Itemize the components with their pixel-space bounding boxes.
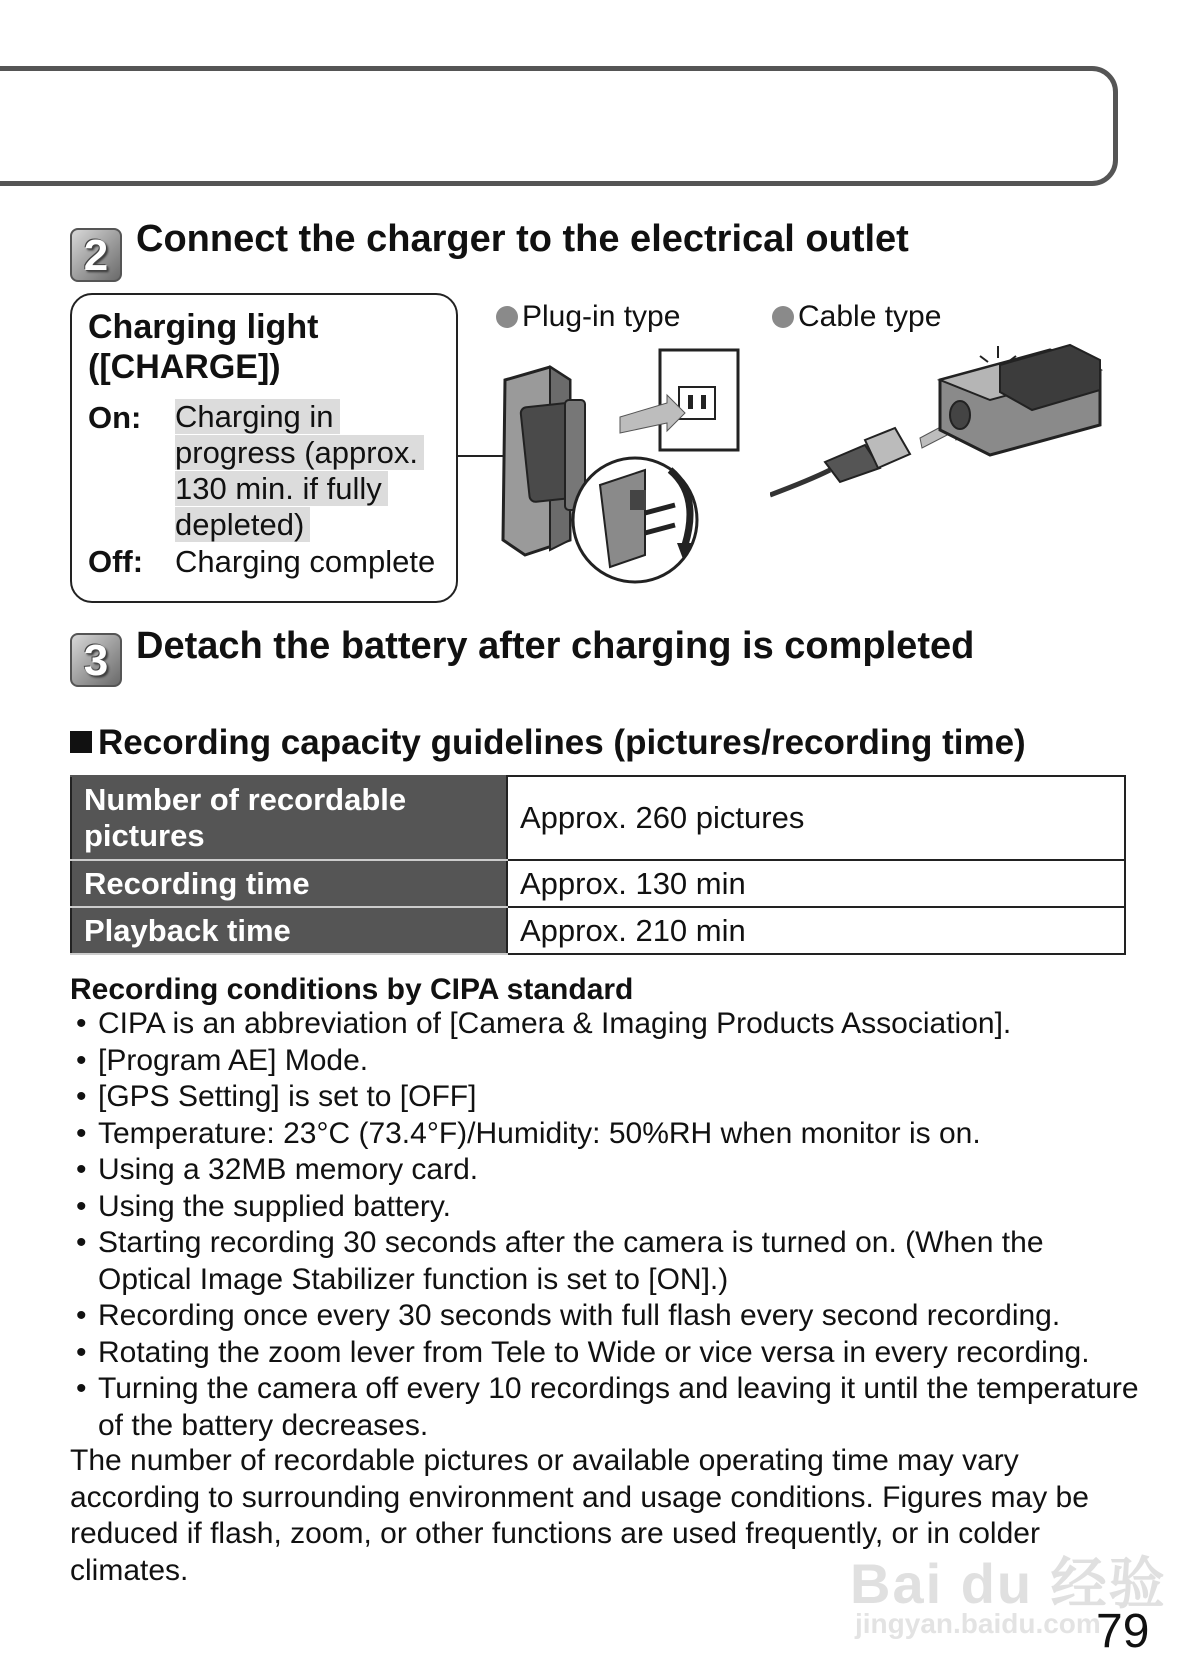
page-number: 79 — [1096, 1605, 1150, 1658]
list-item: • Using a 32MB memory card. — [70, 1152, 1140, 1189]
list-item: • [GPS Setting] is set to [OFF] — [70, 1079, 1140, 1116]
watermark-url: jingyan.baidu.com — [855, 1608, 1101, 1639]
table-header-cell: Number of recordable pictures — [71, 776, 507, 860]
cable-type-label: Cable type — [772, 300, 941, 334]
capacity-table — [70, 775, 1126, 955]
capacity-heading: Recording capacity guidelines (pictures/recording time) — [70, 723, 1026, 763]
list-item: • Starting recording 30 seconds after the camera is turned on. (When the Optical Image Stabilizer function is set to [ON].) — [70, 1225, 1140, 1298]
table-cell: Approx. 210 min — [507, 907, 1125, 954]
step-2-title: Connect the charger to the electrical outlet — [136, 218, 909, 260]
bullet-dot-icon — [496, 306, 518, 328]
table-header-cell: Recording time — [71, 860, 507, 907]
plugin-type-label: Plug-in type — [496, 300, 680, 334]
on-line-3: 130 min. if fully — [175, 471, 388, 506]
bullet-dot-icon — [772, 306, 794, 328]
charging-light-box — [70, 293, 458, 603]
conditions-title: Recording conditions by CIPA standard — [70, 973, 634, 1006]
on-description — [175, 399, 424, 543]
list-item: • Recording once every 30 seconds with full flash every second recording. — [70, 1298, 1140, 1335]
list-item: • Turning the camera off every 10 recordings and leaving it until the temperature of the battery decreases. — [70, 1371, 1140, 1444]
charging-light-title: Charging light ([CHARGE]) — [88, 308, 319, 386]
black-square-icon — [70, 731, 92, 753]
table-header-cell: Playback time — [71, 907, 507, 954]
cable-charger-illustration — [770, 330, 1115, 505]
list-item: • Using the supplied battery. — [70, 1189, 1140, 1226]
list-item: • Rotating the zoom lever from Tele to Wide or vice versa in every recording. — [70, 1335, 1140, 1372]
table-cell: Approx. 130 min — [507, 860, 1125, 907]
plugin-charger-illustration — [495, 345, 745, 590]
on-line-4: depleted) — [175, 507, 310, 542]
header-box — [0, 66, 1118, 186]
table-row — [71, 860, 1125, 907]
usage-note: The number of recordable pictures or available operating time may vary according to surrounding environment and usage conditions. Figures may be reduced if flash, zoom, or other functions are used frequently, or in colder climates. — [70, 1444, 1089, 1587]
off-description: Charging complete — [175, 544, 436, 579]
table-cell: Approx. 260 pictures — [507, 776, 1125, 860]
watermark-logo: Bai du 经验 — [850, 1552, 1167, 1615]
step-3-badge: 3 — [70, 633, 122, 687]
step-2-badge: 2 — [70, 228, 122, 282]
conditions-list — [70, 1006, 1140, 1444]
on-line-1: Charging in — [175, 399, 340, 434]
step-3-title: Detach the battery after charging is completed — [136, 625, 975, 667]
list-item: • Temperature: 23°C (73.4°F)/Humidity: 50%RH when monitor is on. — [70, 1116, 1140, 1153]
on-label: On: — [88, 400, 142, 435]
list-item: • CIPA is an abbreviation of [Camera & Imaging Products Association]. — [70, 1006, 1140, 1043]
table-row — [71, 776, 1125, 860]
on-line-2: progress (approx. — [175, 435, 424, 470]
off-label: Off: — [88, 544, 144, 579]
table-row — [71, 907, 1125, 954]
list-item: • [Program AE] Mode. — [70, 1043, 1140, 1080]
